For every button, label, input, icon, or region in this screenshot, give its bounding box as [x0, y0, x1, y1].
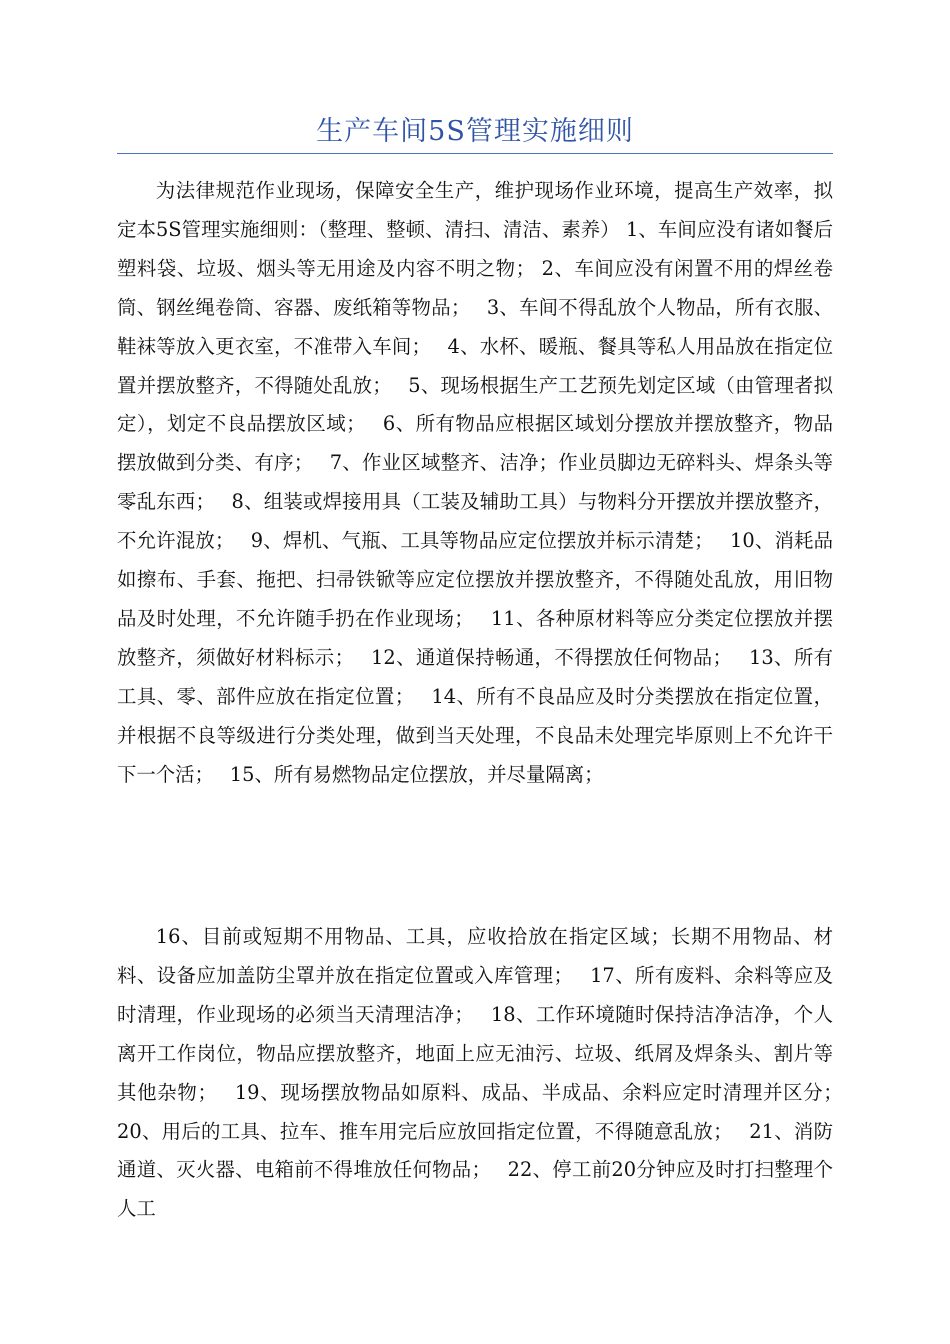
body-paragraph-2: 16、目前或短期不用物品、工具，应收拾放在指定区域；长期不用物品、材料、设备应加盖防尘罩并放在指定位置或入库管理； 17、所有废料、余料等应及时清理，作业现场的必须当天清理洁净； 18、工作环境随时保持洁净洁净，个人离开工作岗位，物品应摆放整齐，地面上应无油污、垃圾、纸屑及焊条头、割片等其他杂物； 19、现场摆放物品如原料、成品、半成品、余料应定时清理并区分； 20、用后的工具、拉车、推车用完后应放回指定位置，不得随意乱放； 21、消防通道、灭火器、电箱前不得堆放任何物品； 22、停工前20分钟应及时打扫整理个人工: [117, 925, 859, 1221]
document-title: 生产车间5S管理实施细则: [316, 116, 634, 147]
title-underline: [117, 153, 833, 154]
body-paragraph-1: 为法律规范作业现场，保障安全生产，维护现场作业环境，提高生产效率，拟定本5S管理实施细则：（整理、整顿、清扫、清洁、素养） 1、车间应没有诸如餐后塑料袋、垃圾、烟头等无用途及内容不明之物； 2、车间应没有闲置不用的焊丝卷筒、钢丝绳卷筒、容器、废纸箱等物品； 3、车间不得乱放个人物品，所有衣服、鞋袜等放入更衣室，不准带入车间； 4、水杯、暖瓶、餐具等私人用品放在指定位置并摆放整齐，不得随处乱放； 5、现场根据生产工艺预先划定区域（由管理者拟定），划定不良品摆放区域； 6、所有物品应根据区域划分摆放并摆放整齐，物品摆放做到分类、有序； 7、作业区域整齐、洁净；作业员脚边无碎料头、焊条头等零乱东西； 8、组装或焊接用具（工装及辅助工具）与物料分开摆放并摆放整齐，不允许混放； 9、焊机、气瓶、工具等物品应定位摆放并标示清楚； 10、消耗品如擦布、手套、拖把、扫帚铁锨等应定位摆放并摆放整齐，不得随处乱放，用旧物品及时处理，不允许随手扔在作业现场； 11、各种原材料等应分类定位摆放并摆放整齐，须做好材料标示； 12、通道保持畅通，不得摆放任何物品； 13、所有工具、零、部件应放在指定位置； 14、所有不良品应及时分类摆放在指定位置，并根据不良等级进行分类处理，做到当天处理，不良品未处理完毕原则上不允许干下一个活； 15、所有易燃物品定位摆放，并尽量隔离；: [117, 179, 833, 786]
